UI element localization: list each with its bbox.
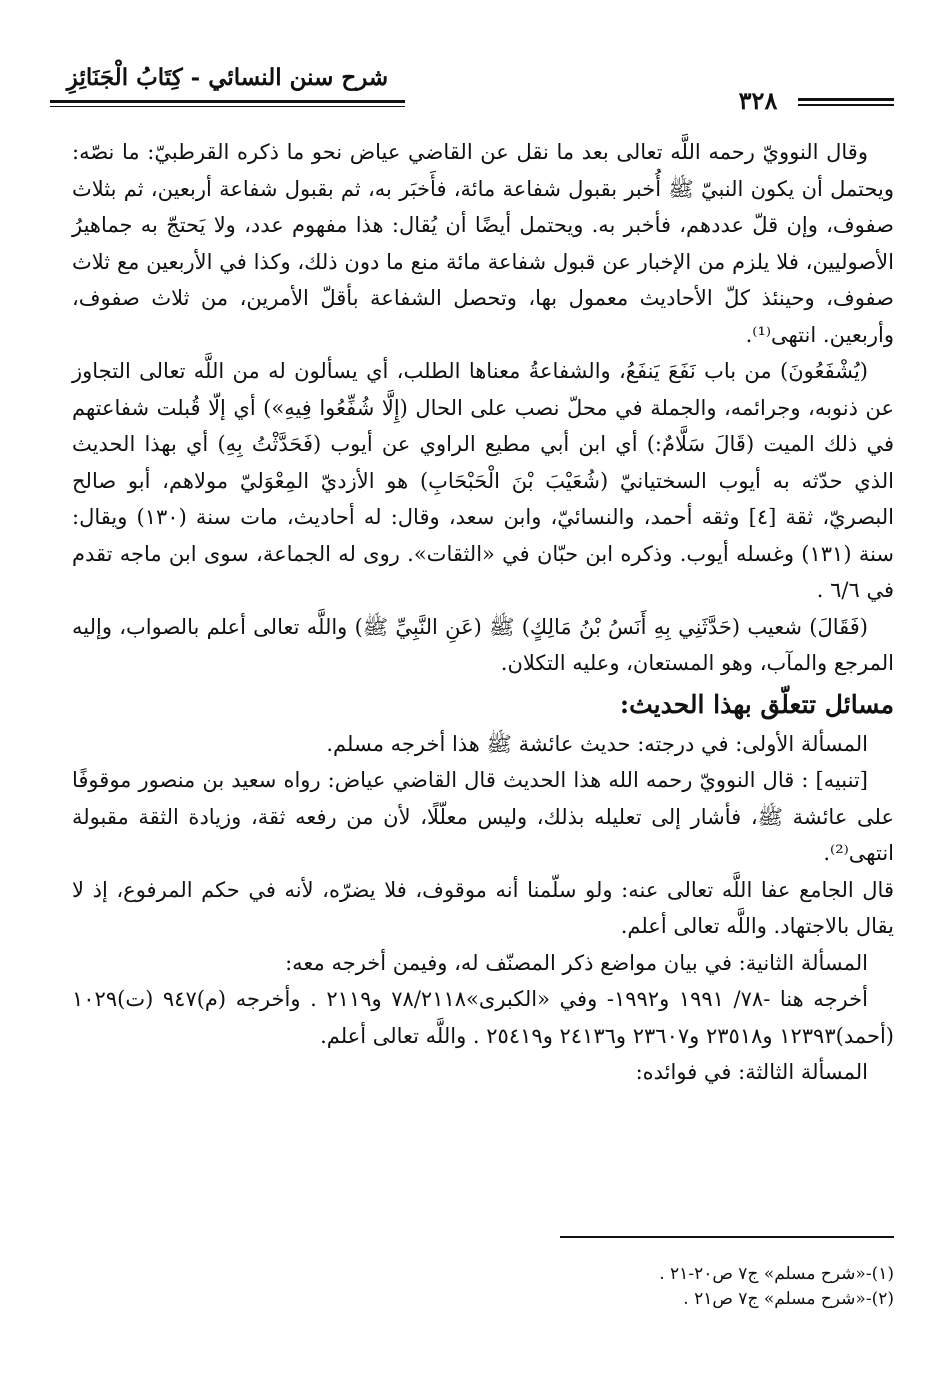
page-number-rule-thin xyxy=(798,104,894,106)
paragraph-commentary: (يُشْفَعُونَ) من باب نَفَعَ يَنفَعُ، والشفاعةُ معناها الطلب، أي يسألون له من اللَّه تعالى التجاوز عن ذنوبه، وجرائمه، والجملة في محلّ نصب على الحال (إِلَّا شُفِّعُوا فِيهِ») أي إلّا قُبلت شفاعتهم في ذلك الميت (قَالَ سَلَّامٌ:) أي ابن أبي مطيع الراوي عن أيوب (فَحَدَّثْتُ بِهِ) أي بهذا الحديث الذي حدّثه به أيوب السختيانيّ (شُعَيْبَ بْنَ الْحَبْحَابِ) هو الأزديّ المِعْوَليّ مولاهم، أبو صالح البصريّ، ثقة [٤] وثقه أحمد، والنسائيّ، وابن سعد، وقال: له أحاديث، مات سنة (١٣٠) ويقال: سنة (١٣١) وغسله أيوب. وذكره ابن حبّان في «الثقات». روى له الجماعة، سوى ابن ماجه تقدم في ٦/٦ . xyxy=(72,359,895,602)
page-number: ٣٢٨ xyxy=(738,86,778,115)
header-rule xyxy=(50,100,405,103)
jami-remark: قال الجامع عفا اللَّه تعالى عنه: ولو سلّمنا أنه موقوف، فلا يضرّه، لأنه في حكم المرفوع، إذ لا يقال بالاجتهاد. واللَّه تعالى أعلم. xyxy=(72,877,894,938)
question-two-detail: أخرجه هنا -٧٨/ ١٩٩١ و١٩٩٢- وفي «الكبرى»٧٨/٢١١٨ و٢١١٩ . وأخرجه (م)٩٤٧ (ت)١٠٢٩ (أحمد)١٢٣٩٣ و٢٣٥١٨ و٢٣٦٠٧ و٢٤١٣٦ و٢٥٤١٩ . واللَّه تعالى أعلم. xyxy=(72,987,894,1048)
paragraph-conclusion: (فَقَالَ) شعيب (حَدَّثَنِي بِهِ أَنَسُ بْنُ مَالِكٍ) ﷺ (عَنِ النَّبِيِّ ﷺ) واللَّه تعالى أعلم بالصواب، وإليه المرجع والمآب، وهو المستعان، وعليه التكلان. xyxy=(72,614,894,675)
question-two: المسألة الثانية: في بيان مواضع ذكر المصنّف له، وفيمن أخرجه معه: xyxy=(285,950,868,975)
footnotes xyxy=(520,1262,894,1312)
page-number-rule xyxy=(798,98,894,101)
footnote-1: (١)-«شرح مسلم» ج٧ ص٢٠-٢١ . xyxy=(659,1264,894,1284)
footnote-2: (٢)-«شرح مسلم» ج٧ ص٢١ . xyxy=(683,1289,894,1309)
header-rule-thin xyxy=(50,106,405,107)
question-three: المسألة الثالثة: في فوائده: xyxy=(635,1060,868,1084)
question-one: المسألة الأولى: في درجته: حديث عائشة ﷺ هذا أخرجه مسلم. xyxy=(326,731,868,756)
note-tanbih: [تنبيه] : قال النوويّ رحمه الله هذا الحديث قال القاضي عياض: رواه سعيد بن منصور موقوفًا على عائشة ﷺ، فأشار إلى تعليله بذلك، وليس معلّلًا، لأن من رفعه ثقة، وزيادة الثقة مقبولة انتهى⁽²⁾. xyxy=(72,768,894,865)
paragraph-nawawi: وقال النوويّ رحمه اللَّه تعالى بعد ما نقل عن القاضي عياض نحو ما ذكره القرطبيّ: ما نصّه: ويحتمل أن يكون النبيّ ﷺ أُخبر بقبول شفاعة مائة، فأَخبَر به، ثم بقبول شفاعة أربعين، ثم بثلاث صفوف، وإن قلّ عددهم، فأخبر به. ويحتمل أيضًا أن يُقال: هذا مفهوم عدد، ولا يَحتجّ به جماهيرُ الأصوليين، فلا يلزم من الإخبار عن قبول شفاعة مائة منع ما دون ذلك، وكذا في الأربعين مع ثلاث صفوف، وحينئذ كلّ الأحاديث معمول بها، وتحصل الشفاعة بأقلّ الأمرين، من ثلاث صفوف، وأربعين. انتهى⁽¹⁾. xyxy=(72,140,894,347)
main-text xyxy=(72,134,894,1091)
footnote-rule xyxy=(560,1236,894,1238)
running-title: شرح سنن النسائي - كِتَابُ الْجَنَائِزِ xyxy=(66,64,389,91)
section-heading: مسائل تتعلّق بهذا الحديث: xyxy=(619,689,894,719)
